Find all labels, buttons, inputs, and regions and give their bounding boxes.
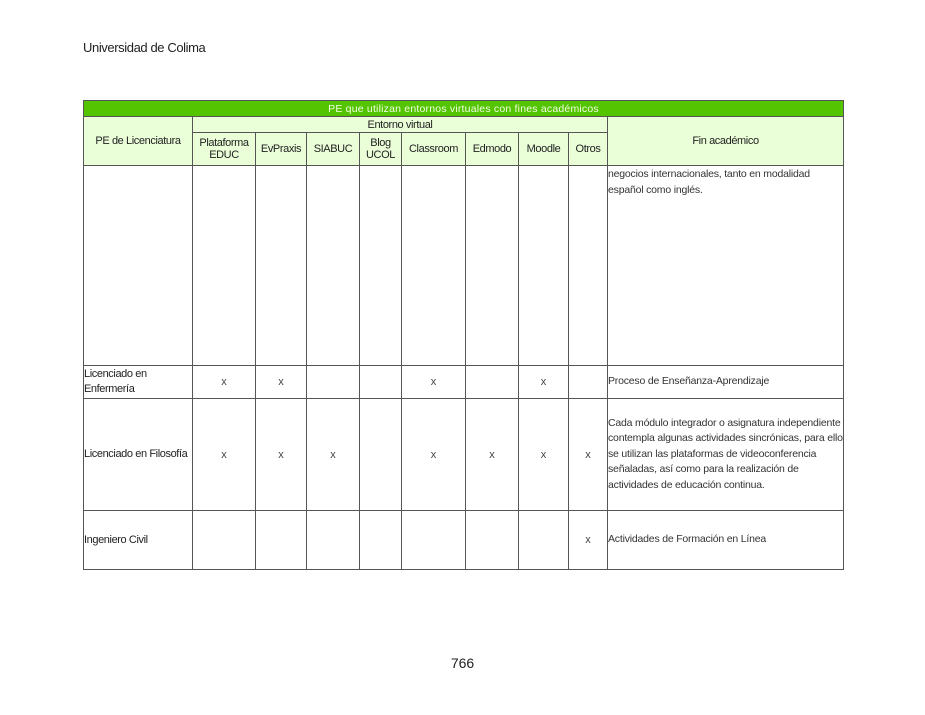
platform-mark	[569, 366, 608, 399]
platform-mark	[307, 166, 360, 366]
platform-mark: x	[402, 366, 466, 399]
platform-mark	[519, 166, 569, 366]
platform-mark: x	[402, 399, 466, 511]
platform-mark	[256, 166, 307, 366]
program-name: Licenciado en Filosofía	[84, 399, 193, 511]
platform-header: Otros	[569, 133, 608, 166]
academic-purpose: Cada módulo integrador o asignatura independiente contempla algunas actividades sincrónicas, para ello se utilizan las plataformas de videoconferencia señaladas, así como para la realización de actividades de educación continua.	[608, 399, 844, 511]
virtual-environment-group-header: Entorno virtual	[193, 117, 608, 133]
platform-mark	[466, 511, 519, 570]
platform-mark	[360, 399, 402, 511]
table-row	[84, 366, 844, 399]
page-number: 766	[450, 655, 475, 671]
platform-mark: x	[519, 366, 569, 399]
platform-header: Moodle	[519, 133, 569, 166]
platform-mark	[360, 366, 402, 399]
platform-mark: x	[307, 399, 360, 511]
table-row	[84, 166, 844, 366]
academic-purpose: Actividades de Formación en Línea	[608, 511, 844, 570]
table-title: PE que utilizan entornos virtuales con fines académicos	[84, 101, 844, 117]
platform-header: Blog UCOL	[360, 133, 402, 166]
platform-mark	[466, 166, 519, 366]
platform-mark: x	[193, 399, 256, 511]
platform-mark	[360, 511, 402, 570]
platform-mark	[256, 511, 307, 570]
program-column-header: PE de Licenciatura	[84, 117, 193, 166]
academic-purpose: Proceso de Enseñanza-Aprendizaje	[608, 366, 844, 399]
platform-mark: x	[256, 399, 307, 511]
platform-mark: x	[256, 366, 307, 399]
platform-mark: x	[193, 366, 256, 399]
platform-header: Classroom	[402, 133, 466, 166]
table-row	[84, 511, 844, 570]
platform-header: SIABUC	[307, 133, 360, 166]
platform-mark: x	[569, 399, 608, 511]
program-name	[84, 166, 193, 366]
virtual-environments-table	[83, 100, 844, 570]
platform-mark	[360, 166, 402, 366]
platform-mark	[193, 166, 256, 366]
platform-mark	[307, 366, 360, 399]
table-row	[84, 399, 844, 511]
platform-mark	[466, 366, 519, 399]
platform-mark: x	[569, 511, 608, 570]
platform-mark: x	[466, 399, 519, 511]
academic-purpose: negocios internacionales, tanto en modalidad español como inglés.	[608, 166, 844, 366]
platform-header: Plataforma EDUC	[193, 133, 256, 166]
platform-mark	[519, 511, 569, 570]
platform-mark	[402, 511, 466, 570]
platform-mark: x	[519, 399, 569, 511]
platform-mark	[569, 166, 608, 366]
running-header: Universidad de Colima	[83, 40, 206, 55]
platform-mark	[402, 166, 466, 366]
platform-header: Edmodo	[466, 133, 519, 166]
program-name: Ingeniero Civil	[84, 511, 193, 570]
platform-mark	[193, 511, 256, 570]
fin-academico-column-header: Fin académico	[608, 117, 844, 166]
platform-header: EvPraxis	[256, 133, 307, 166]
program-name: Licenciado en Enfermería	[84, 366, 193, 399]
platform-mark	[307, 511, 360, 570]
